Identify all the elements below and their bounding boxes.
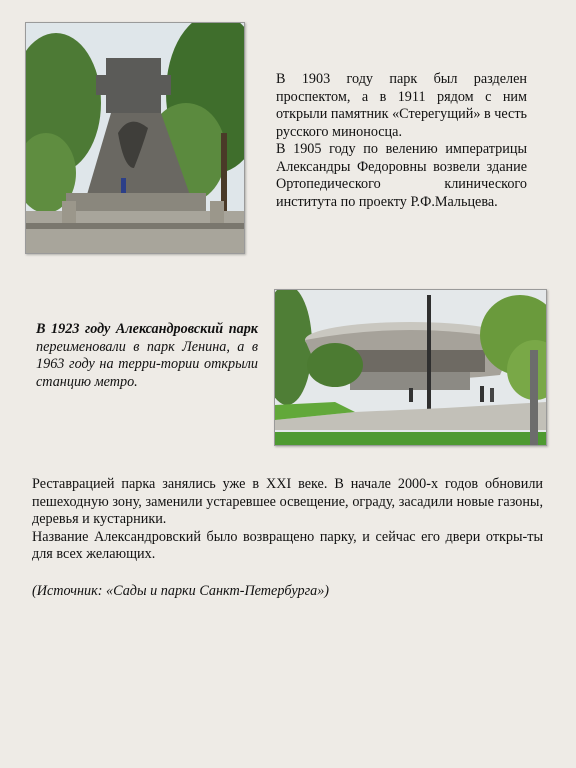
paragraph-1903: В 1903 году парк был разделен проспектом, а в 1911 рядом с ним открыли памятник «Стерегущий» в честь русского миноносца. [276,71,527,140]
paragraph-name-returned: Название Александровский было возвращено парку, и сейчас его двери откры-ты для всех желающих. [32,528,543,562]
metro-station-illustration [275,290,546,445]
paragraph-1905: В 1905 году по велению императрицы Александры Федоровны возвели здание Ортопедического клинического института по проекту Р.Ф.Мальцева. [276,141,527,210]
paragraph-restoration: Реставрацией парка занялись уже в XXI веке. В начале 2000-х годов обновили пешеходную зону, заменили устаревшее освещение, ограду, засадили новые газоны, деревья и кустарники. [32,476,543,527]
monument-illustration [26,23,244,253]
paragraph-1923-bold: В 1923 году Александровский парк [36,321,258,337]
paragraph-1923 [36,321,258,391]
history-text-block-1 [276,71,527,211]
monument-photo [25,22,245,254]
paragraph-1923-rest: переименовали в парк Ленина, а в 1963 году на терри-тории открыли станцию метро. [36,338,258,390]
history-text-block-2 [36,321,258,391]
metro-station-photo [274,289,547,446]
restoration-text-block [32,476,543,564]
source-citation: (Источник: «Сады и парки Санкт-Петербурга») [32,583,330,599]
